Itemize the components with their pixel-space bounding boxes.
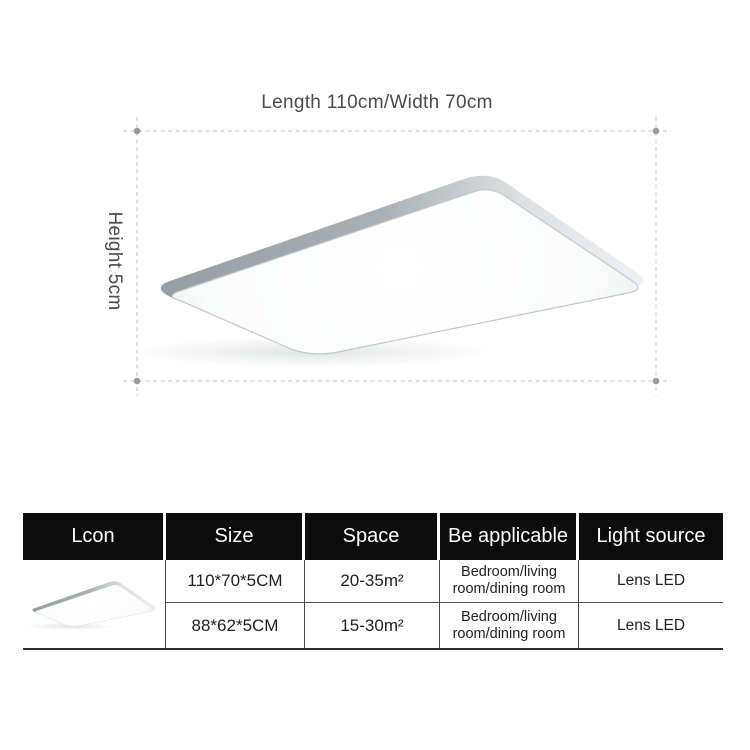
table-cell-light-1: Lens LED	[579, 560, 723, 603]
table-header-light-source: Light source	[579, 513, 723, 560]
ceiling-lamp-icon	[27, 577, 161, 631]
spec-table	[23, 513, 723, 650]
table-header-applicable: Be applicable	[440, 513, 579, 560]
table-cell-light-2: Lens LED	[616, 616, 686, 634]
ceiling-lamp	[130, 176, 644, 367]
table-header-space: Space	[305, 513, 440, 560]
table-header-size: Size	[166, 513, 305, 560]
table-cell-size-2: 88*62*5CM	[166, 603, 305, 648]
table-cell-space-2: 15-30m²	[305, 603, 440, 648]
product-thumbnail-cell	[23, 560, 166, 648]
table-header-icon: Lcon	[23, 513, 166, 560]
table-cell-applicable-1: Bedroom/living room/dining room	[440, 560, 579, 603]
table-cell-size-1: 110*70*5CM	[166, 560, 305, 603]
table-cell-space-1: 20-35m²	[305, 560, 440, 603]
table-cell-applicable-2: Bedroom/living room/dining room	[440, 603, 579, 648]
length-width-label: Length 110cm/Width 70cm	[261, 92, 493, 113]
height-label: Height 5cm	[104, 211, 125, 311]
